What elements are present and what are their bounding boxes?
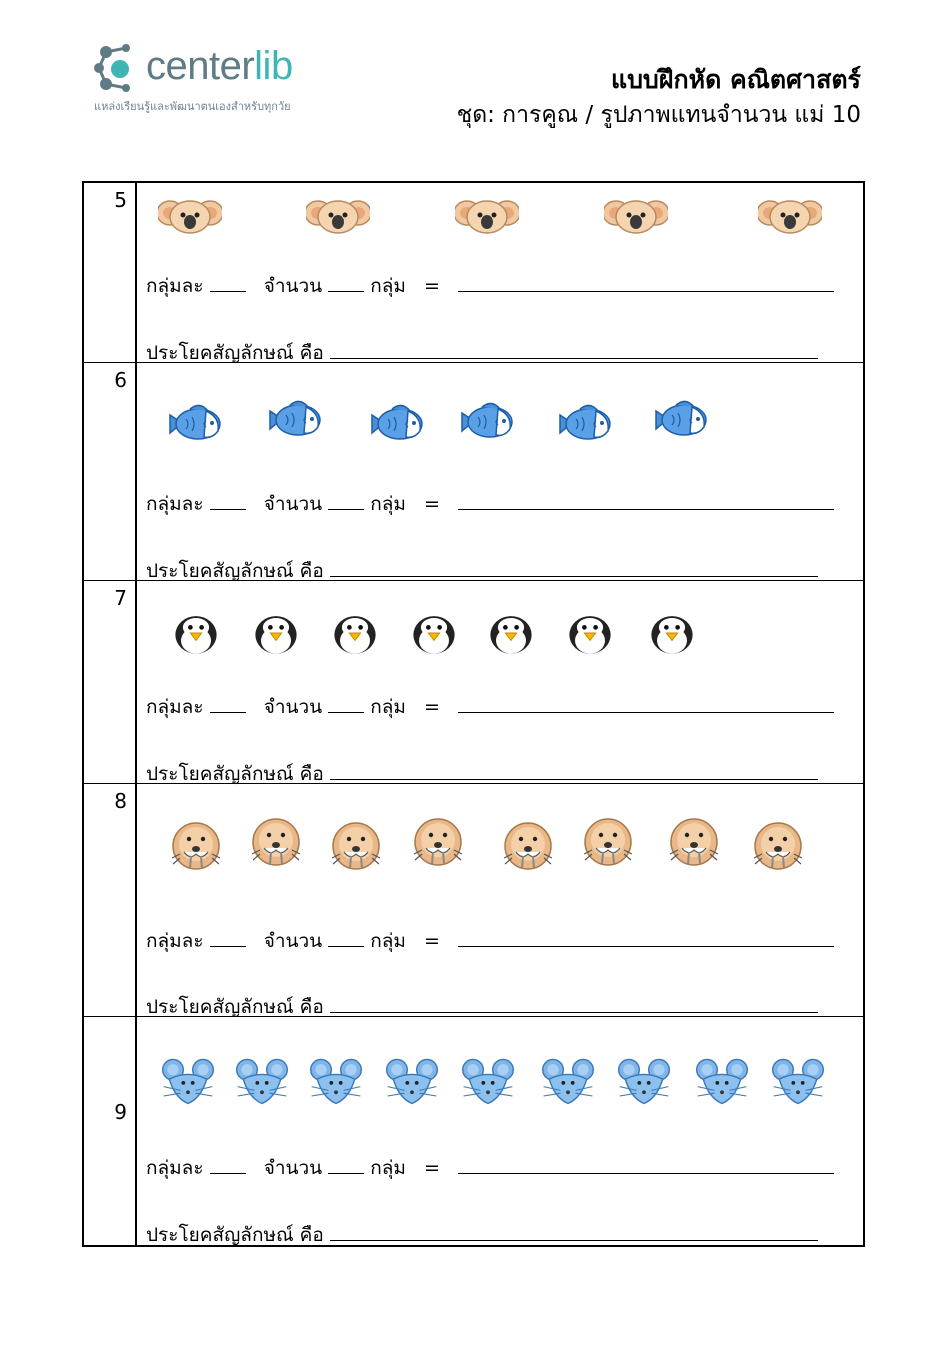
walrus-icon <box>164 814 228 878</box>
sentence-blank[interactable] <box>330 1226 818 1241</box>
per-group-blank[interactable] <box>210 277 246 292</box>
sentence-label: ประโยคสัญลักษณ์ คือ <box>146 763 324 785</box>
logo-tagline: แหล่งเรียนรู้และพัฒนาตนเองสำหรับทุกวัย <box>94 100 291 113</box>
fish-icon <box>162 393 226 457</box>
count-blank[interactable] <box>328 1159 364 1174</box>
answer-line-2 <box>146 1220 818 1250</box>
per-group-label: กลุ่มละ <box>146 930 204 952</box>
problem-row <box>84 183 863 363</box>
problem-number: 9 <box>114 1100 127 1124</box>
walrus-icon <box>406 810 470 874</box>
group-label: กลุ่ม <box>370 930 406 952</box>
penguin-icon <box>642 603 702 663</box>
group-label: กลุ่ม <box>370 696 406 718</box>
worksheet-title: แบบฝึกหัด คณิตศาสตร์ <box>610 65 861 94</box>
answer-line-1 <box>146 692 834 722</box>
sentence-blank[interactable] <box>330 998 818 1013</box>
fish-icon <box>648 389 712 453</box>
answer-line-1 <box>146 1153 834 1183</box>
mouse-icon <box>232 1051 292 1111</box>
penguin-icon <box>166 603 226 663</box>
penguin-icon <box>246 603 306 663</box>
result-blank[interactable] <box>458 277 834 292</box>
logo-wordmark <box>146 44 293 89</box>
per-group-blank[interactable] <box>210 932 246 947</box>
equals-sign: = <box>424 1157 440 1179</box>
mouse-icon <box>382 1051 442 1111</box>
sentence-label: ประโยคสัญลักษณ์ คือ <box>146 996 324 1018</box>
equals-sign: = <box>424 493 440 515</box>
count-blank[interactable] <box>328 277 364 292</box>
per-group-blank[interactable] <box>210 495 246 510</box>
picture-group <box>84 393 863 463</box>
per-group-label: กลุ่มละ <box>146 696 204 718</box>
per-group-blank[interactable] <box>210 1159 246 1174</box>
sentence-label: ประโยคสัญลักษณ์ คือ <box>146 1224 324 1246</box>
per-group-label: กลุ่มละ <box>146 1157 204 1179</box>
answer-line-1 <box>146 271 834 301</box>
picture-group <box>84 601 863 671</box>
walrus-icon <box>324 814 388 878</box>
per-group-blank[interactable] <box>210 698 246 713</box>
equals-sign: = <box>424 275 440 297</box>
mouse-icon <box>306 1051 366 1111</box>
result-blank[interactable] <box>458 495 834 510</box>
picture-group <box>84 183 863 253</box>
penguin-icon <box>325 603 385 663</box>
equals-sign: = <box>424 696 440 718</box>
problem-row <box>84 581 863 784</box>
count-label: จำนวน <box>263 1157 323 1179</box>
logo-lib: lib <box>254 44 293 88</box>
mouse-icon <box>158 1051 218 1111</box>
result-blank[interactable] <box>458 1159 834 1174</box>
mouse-icon <box>768 1051 828 1111</box>
result-blank[interactable] <box>458 698 834 713</box>
penguin-icon <box>404 603 464 663</box>
worksheet-table <box>82 181 865 1247</box>
sentence-label: ประโยคสัญลักษณ์ คือ <box>146 560 324 582</box>
koala-icon <box>158 185 222 249</box>
mouse-icon <box>692 1051 752 1111</box>
koala-icon <box>306 185 370 249</box>
answer-line-1 <box>146 489 834 519</box>
per-group-label: กลุ่มละ <box>146 493 204 515</box>
koala-icon <box>604 185 668 249</box>
sentence-blank[interactable] <box>330 344 818 359</box>
problem-row <box>84 784 863 1017</box>
problem-number: 5 <box>114 188 127 212</box>
sentence-blank[interactable] <box>330 765 818 780</box>
group-label: กลุ่ม <box>370 1157 406 1179</box>
count-blank[interactable] <box>328 495 364 510</box>
count-blank[interactable] <box>328 932 364 947</box>
walrus-icon <box>496 814 560 878</box>
walrus-icon <box>244 810 308 874</box>
worksheet-subtitle: ชุด: การคูณ / รูปภาพแทนจำนวน แม่ 10 <box>456 102 861 128</box>
molecule-logo-icon <box>92 42 144 94</box>
sentence-blank[interactable] <box>330 562 818 577</box>
fish-icon <box>552 393 616 457</box>
walrus-icon <box>576 810 640 874</box>
picture-group <box>84 1051 863 1121</box>
group-label: กลุ่ม <box>370 275 406 297</box>
koala-icon <box>758 185 822 249</box>
problem-number: 7 <box>114 586 127 610</box>
count-blank[interactable] <box>328 698 364 713</box>
problem-row <box>84 1017 863 1245</box>
fish-icon <box>364 393 428 457</box>
problem-number: 6 <box>114 368 127 392</box>
fish-icon <box>454 391 518 455</box>
problem-number: 8 <box>114 789 127 813</box>
koala-icon <box>455 185 519 249</box>
answer-line-1 <box>146 926 834 956</box>
mouse-icon <box>538 1051 598 1111</box>
walrus-icon <box>662 810 726 874</box>
logo-center: center <box>146 44 255 88</box>
penguin-icon <box>560 603 620 663</box>
walrus-icon <box>746 814 810 878</box>
per-group-label: กลุ่มละ <box>146 275 204 297</box>
penguin-icon <box>481 603 541 663</box>
picture-group <box>84 814 863 884</box>
count-label: จำนวน <box>263 930 323 952</box>
mouse-icon <box>458 1051 518 1111</box>
mouse-icon <box>614 1051 674 1111</box>
fish-icon <box>262 389 326 453</box>
group-label: กลุ่ม <box>370 493 406 515</box>
centerlib-logo <box>92 40 342 120</box>
sentence-label: ประโยคสัญลักษณ์ คือ <box>146 342 324 364</box>
count-label: จำนวน <box>263 493 323 515</box>
equals-sign: = <box>424 930 440 952</box>
count-label: จำนวน <box>263 696 323 718</box>
problem-row <box>84 363 863 581</box>
result-blank[interactable] <box>458 932 834 947</box>
count-label: จำนวน <box>263 275 323 297</box>
